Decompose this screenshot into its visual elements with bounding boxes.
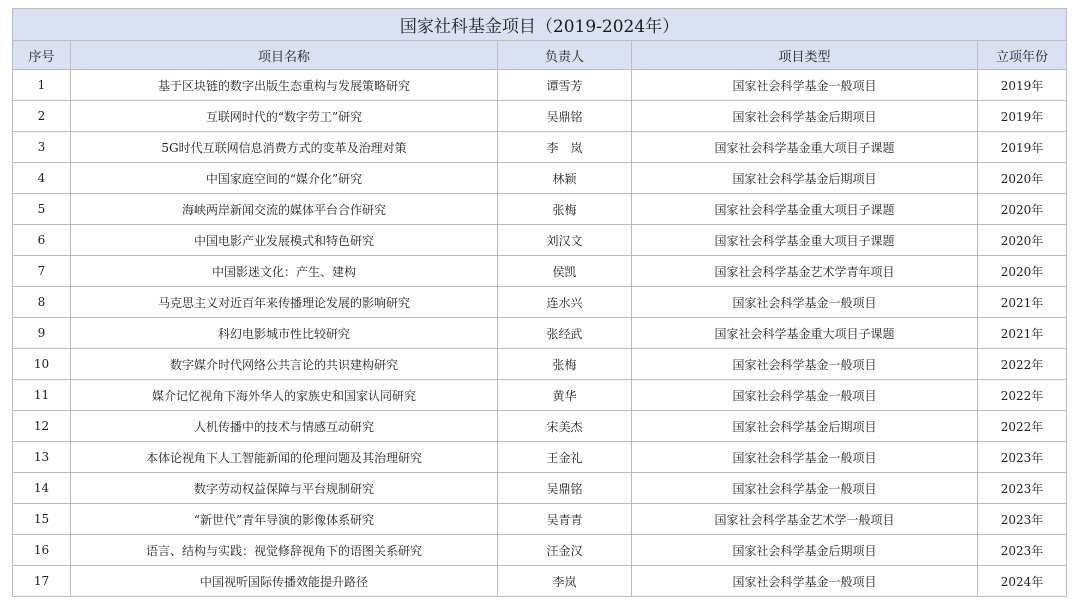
cell-year: 2022年 <box>978 411 1067 442</box>
cell-project-name: 中国电影产业发展模式和特色研究 <box>71 225 498 256</box>
table-row <box>13 194 1067 225</box>
cell-index: 8 <box>13 287 71 318</box>
project-table-container <box>12 8 1066 597</box>
project-table <box>12 8 1067 597</box>
cell-leader: 宋美杰 <box>498 411 632 442</box>
cell-year: 2019年 <box>978 70 1067 101</box>
cell-project-type: 国家社会科学基金重大项目子课题 <box>632 132 978 163</box>
cell-index: 1 <box>13 70 71 101</box>
cell-leader: 吴鼎铭 <box>498 101 632 132</box>
header-project-type: 项目类型 <box>632 41 978 70</box>
cell-project-name: 中国家庭空间的“媒介化”研究 <box>71 163 498 194</box>
cell-leader: 李岚 <box>498 566 632 597</box>
cell-project-name: 互联网时代的“数字劳工”研究 <box>71 101 498 132</box>
table-row <box>13 442 1067 473</box>
cell-year: 2020年 <box>978 194 1067 225</box>
cell-project-name: 数字劳动权益保障与平台规制研究 <box>71 473 498 504</box>
cell-year: 2024年 <box>978 566 1067 597</box>
cell-project-type: 国家社会科学基金后期项目 <box>632 411 978 442</box>
cell-index: 13 <box>13 442 71 473</box>
table-header-row <box>13 41 1067 70</box>
cell-index: 6 <box>13 225 71 256</box>
table-row <box>13 566 1067 597</box>
cell-project-type: 国家社会科学基金一般项目 <box>632 349 978 380</box>
cell-leader: 刘汉文 <box>498 225 632 256</box>
header-year: 立项年份 <box>978 41 1067 70</box>
cell-year: 2022年 <box>978 349 1067 380</box>
cell-project-type: 国家社会科学基金一般项目 <box>632 380 978 411</box>
cell-project-type: 国家社会科学基金重大项目子课题 <box>632 318 978 349</box>
cell-leader: 张梅 <box>498 349 632 380</box>
table-row <box>13 287 1067 318</box>
cell-leader: 张梅 <box>498 194 632 225</box>
table-row <box>13 132 1067 163</box>
cell-leader: 林颖 <box>498 163 632 194</box>
cell-year: 2020年 <box>978 256 1067 287</box>
cell-leader: 黄华 <box>498 380 632 411</box>
cell-index: 10 <box>13 349 71 380</box>
cell-project-name: 中国视听国际传播效能提升路径 <box>71 566 498 597</box>
table-row <box>13 349 1067 380</box>
header-leader: 负责人 <box>498 41 632 70</box>
cell-project-type: 国家社会科学基金重大项目子课题 <box>632 194 978 225</box>
table-body <box>13 70 1067 597</box>
table-row <box>13 535 1067 566</box>
table-row <box>13 70 1067 101</box>
cell-project-name: 中国影迷文化：产生、建构 <box>71 256 498 287</box>
table-row <box>13 256 1067 287</box>
cell-leader: 吴青青 <box>498 504 632 535</box>
cell-index: 12 <box>13 411 71 442</box>
cell-index: 14 <box>13 473 71 504</box>
cell-project-type: 国家社会科学基金一般项目 <box>632 566 978 597</box>
cell-project-name: 数字媒介时代网络公共言论的共识建构研究 <box>71 349 498 380</box>
table-row <box>13 473 1067 504</box>
cell-year: 2020年 <box>978 225 1067 256</box>
table-row <box>13 318 1067 349</box>
cell-project-name: “新世代”青年导演的影像体系研究 <box>71 504 498 535</box>
cell-index: 2 <box>13 101 71 132</box>
table-row <box>13 225 1067 256</box>
cell-project-name: 马克思主义对近百年来传播理论发展的影响研究 <box>71 287 498 318</box>
cell-leader: 李 岚 <box>498 132 632 163</box>
cell-leader: 谭雪芳 <box>498 70 632 101</box>
table-title: 国家社科基金项目（2019-2024年） <box>13 9 1067 41</box>
cell-project-type: 国家社会科学基金艺术学青年项目 <box>632 256 978 287</box>
cell-index: 9 <box>13 318 71 349</box>
cell-index: 17 <box>13 566 71 597</box>
cell-project-name: 语言、结构与实践：视觉修辞视角下的语图关系研究 <box>71 535 498 566</box>
header-index: 序号 <box>13 41 71 70</box>
cell-project-name: 基于区块链的数字出版生态重构与发展策略研究 <box>71 70 498 101</box>
cell-index: 4 <box>13 163 71 194</box>
cell-year: 2021年 <box>978 318 1067 349</box>
table-row <box>13 380 1067 411</box>
cell-year: 2023年 <box>978 535 1067 566</box>
table-row <box>13 504 1067 535</box>
cell-year: 2022年 <box>978 380 1067 411</box>
cell-project-type: 国家社会科学基金后期项目 <box>632 163 978 194</box>
cell-leader: 汪金汉 <box>498 535 632 566</box>
cell-year: 2023年 <box>978 473 1067 504</box>
cell-project-type: 国家社会科学基金后期项目 <box>632 101 978 132</box>
cell-year: 2019年 <box>978 132 1067 163</box>
cell-index: 11 <box>13 380 71 411</box>
header-project-name: 项目名称 <box>71 41 498 70</box>
cell-year: 2023年 <box>978 504 1067 535</box>
cell-year: 2021年 <box>978 287 1067 318</box>
cell-index: 15 <box>13 504 71 535</box>
cell-year: 2020年 <box>978 163 1067 194</box>
cell-project-type: 国家社会科学基金一般项目 <box>632 70 978 101</box>
cell-project-name: 海峡两岸新闻交流的媒体平台合作研究 <box>71 194 498 225</box>
cell-project-type: 国家社会科学基金后期项目 <box>632 535 978 566</box>
cell-project-name: 科幻电影城市性比较研究 <box>71 318 498 349</box>
table-row <box>13 411 1067 442</box>
cell-project-type: 国家社会科学基金一般项目 <box>632 442 978 473</box>
cell-project-type: 国家社会科学基金一般项目 <box>632 287 978 318</box>
cell-project-type: 国家社会科学基金一般项目 <box>632 473 978 504</box>
table-row <box>13 163 1067 194</box>
cell-leader: 王金礼 <box>498 442 632 473</box>
cell-project-name: 媒介记忆视角下海外华人的家族史和国家认同研究 <box>71 380 498 411</box>
cell-leader: 吴鼎铭 <box>498 473 632 504</box>
cell-project-type: 国家社会科学基金艺术学一般项目 <box>632 504 978 535</box>
cell-index: 3 <box>13 132 71 163</box>
cell-project-name: 5G时代互联网信息消费方式的变革及治理对策 <box>71 132 498 163</box>
table-title-row <box>13 9 1067 41</box>
cell-leader: 连水兴 <box>498 287 632 318</box>
cell-year: 2023年 <box>978 442 1067 473</box>
cell-index: 5 <box>13 194 71 225</box>
cell-leader: 张经武 <box>498 318 632 349</box>
cell-project-name: 本体论视角下人工智能新闻的伦理问题及其治理研究 <box>71 442 498 473</box>
cell-index: 7 <box>13 256 71 287</box>
table-row <box>13 101 1067 132</box>
cell-index: 16 <box>13 535 71 566</box>
cell-project-type: 国家社会科学基金重大项目子课题 <box>632 225 978 256</box>
cell-year: 2019年 <box>978 101 1067 132</box>
cell-project-name: 人机传播中的技术与情感互动研究 <box>71 411 498 442</box>
cell-leader: 侯凯 <box>498 256 632 287</box>
